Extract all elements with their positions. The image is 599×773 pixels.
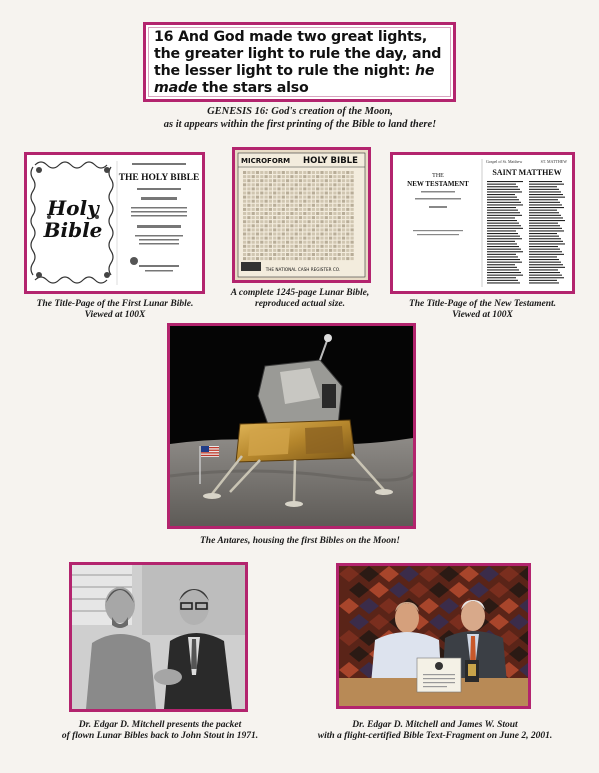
svg-text:NEW TESTAMENT: NEW TESTAMENT	[407, 180, 469, 188]
svg-text:Bible: Bible	[43, 218, 103, 242]
new-testament-title-page-image	[390, 152, 575, 294]
antares-lunar-module-photo	[167, 323, 416, 529]
genesis-caption: GENESIS 16: God's creation of the Moon, as it appears within the first printing of the Bible to land there!	[163, 106, 437, 130]
svg-text:MICROFORM: MICROFORM	[241, 157, 291, 165]
title-page-caption: The Title-Page of the First Lunar Bible. Viewed at 100X	[36, 299, 194, 320]
svg-text:SAINT MATTHEW: SAINT MATTHEW	[492, 168, 562, 177]
verse-line-2: the greater light to rule the day, and	[154, 46, 442, 62]
svg-text:THE HOLY BIBLE: THE HOLY BIBLE	[118, 173, 200, 183]
mitchell-1971-caption: Dr. Edgar D. Mitchell presents the packet of flown Lunar Bibles back to John Stout in 1971.	[61, 720, 259, 741]
verse-line-1: 16 And God made two great lights,	[154, 29, 428, 45]
microform-caption: A complete 1245-page Lunar Bible, reproduced actual size.	[230, 288, 370, 309]
svg-text:Holy: Holy	[47, 196, 99, 220]
lunar-bible-title-page-image	[24, 152, 205, 294]
antares-caption: The Antares, housing the first Bibles on the Moon!	[200, 536, 400, 546]
mitchell-stout-1971-photo	[69, 562, 248, 712]
svg-text:THE NATIONAL CASH REGISTER CO.: THE NATIONAL CASH REGISTER CO.	[265, 267, 341, 272]
svg-text:THE: THE	[432, 173, 444, 179]
new-testament-caption: The Title-Page of the New Testament. Viewed at 100X	[408, 299, 557, 320]
verse-line-3: the lesser light to rule the night: he	[154, 63, 435, 79]
svg-text:Gospel of St. Matthew: Gospel of St. Matthew	[486, 159, 523, 164]
mitchell-2001-caption: Dr. Edgar D. Mitchell and James W. Stout with a flight-certified Bible Text-Fragment on June 2, 2001.	[317, 720, 553, 741]
mitchell-stout-2001-photo	[336, 563, 531, 709]
svg-text:ST. MATTHEW: ST. MATTHEW	[540, 159, 567, 164]
verse-box	[143, 22, 456, 102]
svg-text:HOLY BIBLE: HOLY BIBLE	[303, 156, 358, 166]
verse-line-4: made the stars also	[154, 80, 309, 96]
microform-bible-image	[232, 147, 371, 283]
